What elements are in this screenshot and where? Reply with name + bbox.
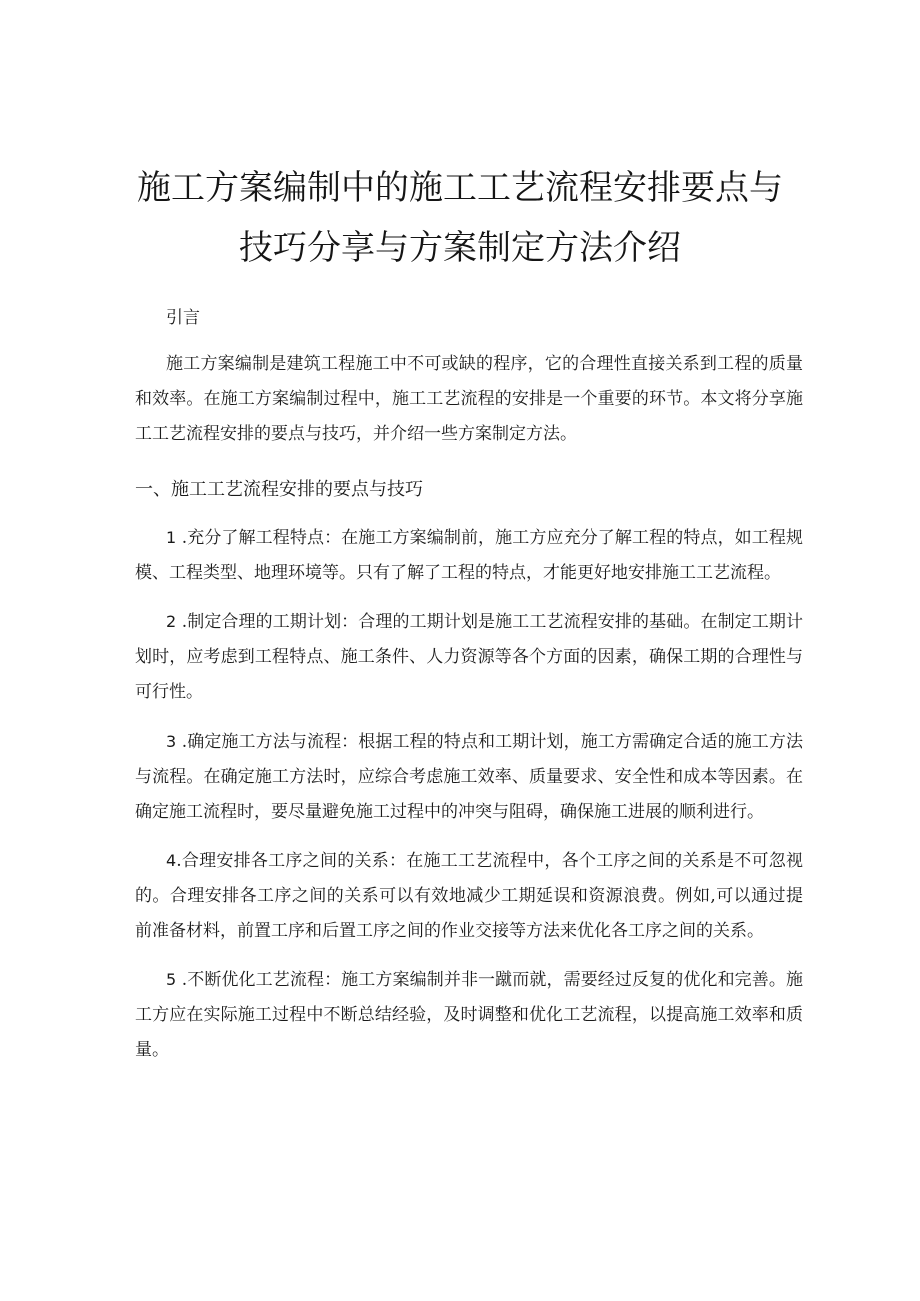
document-title-line-2: 技巧分享与方案制定方法介绍 <box>239 228 681 268</box>
list-item-2 <box>135 604 803 710</box>
intro-paragraph: 施工方案编制是建筑工程施工中不可或缺的程序，它的合理性直接关系到工程的质量和效率。在施工方案编制过程中，施工工艺流程的安排是一个重要的环节。本文将分享施工工艺流程安排的要点与技巧，并介绍一些方案制定方法。 <box>135 354 803 444</box>
intro-heading: 引言 <box>166 308 200 328</box>
list-item-1 <box>135 520 803 591</box>
list-item-3 <box>135 724 803 830</box>
list-item-1-number: 1 <box>166 528 177 547</box>
list-item-4-number: 4 <box>166 851 177 870</box>
list-item-3-text: .确定施工方法与流程：根据工程的特点和工期计划，施工方需确定合适的施工方法与流程。在确定施工方法时，应综合考虑施工效率、质量要求、安全性和成本等因素。在确定施工流程时，要尽量避免施工过程中的冲突与阻碍，确保施工进展的顺利进行。 <box>135 732 803 822</box>
list-item-1-text: .充分了解工程特点：在施工方案编制前，施工方应充分了解工程的特点，如工程规模、工程类型、地理环境等。只有了解了工程的特点，才能更好地安排施工工艺流程。 <box>135 528 803 583</box>
document-title-line-1: 施工方案编制中的施工工艺流程安排要点与 <box>137 168 783 208</box>
list-item-5 <box>135 962 803 1068</box>
list-item-4 <box>135 843 803 949</box>
list-item-2-text: .制定合理的工期计划：合理的工期计划是施工工艺流程安排的基础。在制定工期计划时，应考虑到工程特点、施工条件、人力资源等各个方面的因素，确保工期的合理性与可行性。 <box>135 612 803 702</box>
list-item-2-number: 2 <box>166 612 177 631</box>
section-1-heading: 一、施工工艺流程安排的要点与技巧 <box>135 479 423 500</box>
list-item-3-number: 3 <box>166 732 177 751</box>
list-item-5-text: .不断优化工艺流程：施工方案编制并非一蹴而就，需要经过反复的优化和完善。施工方应在实际施工过程中不断总结经验，及时调整和优化工艺流程，以提高施工效率和质量。 <box>135 970 803 1060</box>
list-item-5-number: 5 <box>166 970 177 989</box>
list-item-4-text: .合理安排各工序之间的关系：在施工工艺流程中，各个工序之间的关系是不可忽视的。合理安排各工序之间的关系可以有效地减少工期延误和资源浪费。例如,可以通过提前准备材料，前置工序和后置工序之间的作业交接等方法来优化各工序之间的关系。 <box>135 851 803 941</box>
